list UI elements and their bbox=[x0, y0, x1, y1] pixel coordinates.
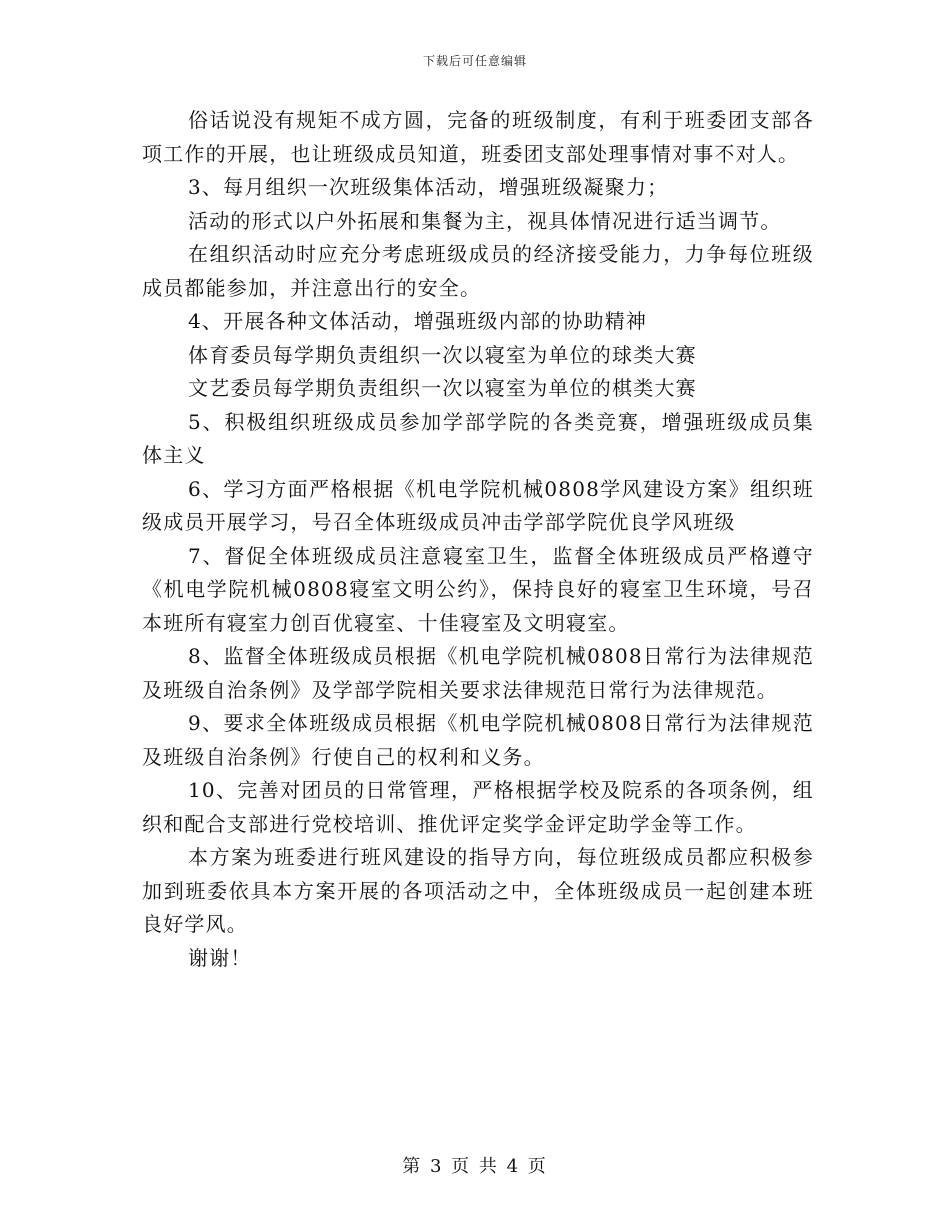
page-number-footer: 第 3 页 共 4 页 bbox=[402, 1156, 548, 1177]
document-body bbox=[142, 104, 814, 975]
paragraph: 9、要求全体班级成员根据《机电学院机械0808日常行为法律规范及班级自治条例》行使自己的权利和义务。 bbox=[142, 711, 814, 769]
paragraph: 活动的形式以户外拓展和集餐为主，视具体情况进行适当调节。 bbox=[188, 208, 782, 233]
paragraph: 俗话说没有规矩不成方圆，完备的班级制度，有利于班委团支部各项工作的开展，也让班级成员知道，班委团支部处理事情对事不对人。 bbox=[142, 108, 814, 166]
paragraph: 4、开展各种文体活动，增强班级内部的协助精神 bbox=[188, 309, 648, 333]
paragraph: 本方案为班委进行班风建设的指导方向，每位班级成员都应积极参加到班委依具本方案开展的各项活动之中，全体班级成员一起创建本班良好学风。 bbox=[142, 845, 814, 936]
paragraph: 5、积极组织班级成员参加学部学院的各类竞赛，增强班级成员集体主义 bbox=[142, 409, 814, 467]
paragraph: 10、完善对团员的日常管理，严格根据学校及院系的各项条例，组织和配合支部进行党校培训、推优评定奖学金评定助学金等工作。 bbox=[142, 778, 814, 836]
paragraph: 谢谢！ bbox=[188, 945, 252, 970]
paragraph: 8、监督全体班级成员根据《机电学院机械0808日常行为法律规范及班级自治条例》及学部学院相关要求法律规范日常行为法律规范。 bbox=[142, 644, 814, 702]
paragraph: 3、每月组织一次班级集体活动，增强班级凝聚力； bbox=[188, 175, 669, 199]
paragraph: 在组织活动时应充分考虑班级成员的经济接受能力，力争每位班级成员都能参加，并注意出行的安全。 bbox=[142, 242, 814, 300]
paragraph: 6、学习方面严格根据《机电学院机械0808学风建设方案》组织班级成员开展学习，号召全体班级成员冲击学部学院优良学风班级 bbox=[142, 476, 814, 534]
paragraph: 7、督促全体班级成员注意寝室卫生，监督全体班级成员严格遵守《机电学院机械0808寝室文明公约》，保持良好的寝室卫生环境，号召本班所有寝室力创百优寝室、十佳寝室及文明寝室。 bbox=[142, 543, 814, 635]
paragraph: 体育委员每学期负责组织一次以寝室为单位的球类大赛 bbox=[188, 342, 697, 367]
paragraph: 文艺委员每学期负责组织一次以寝室为单位的棋类大赛 bbox=[188, 376, 697, 400]
page-header: 下载后可任意编辑 bbox=[422, 54, 527, 68]
